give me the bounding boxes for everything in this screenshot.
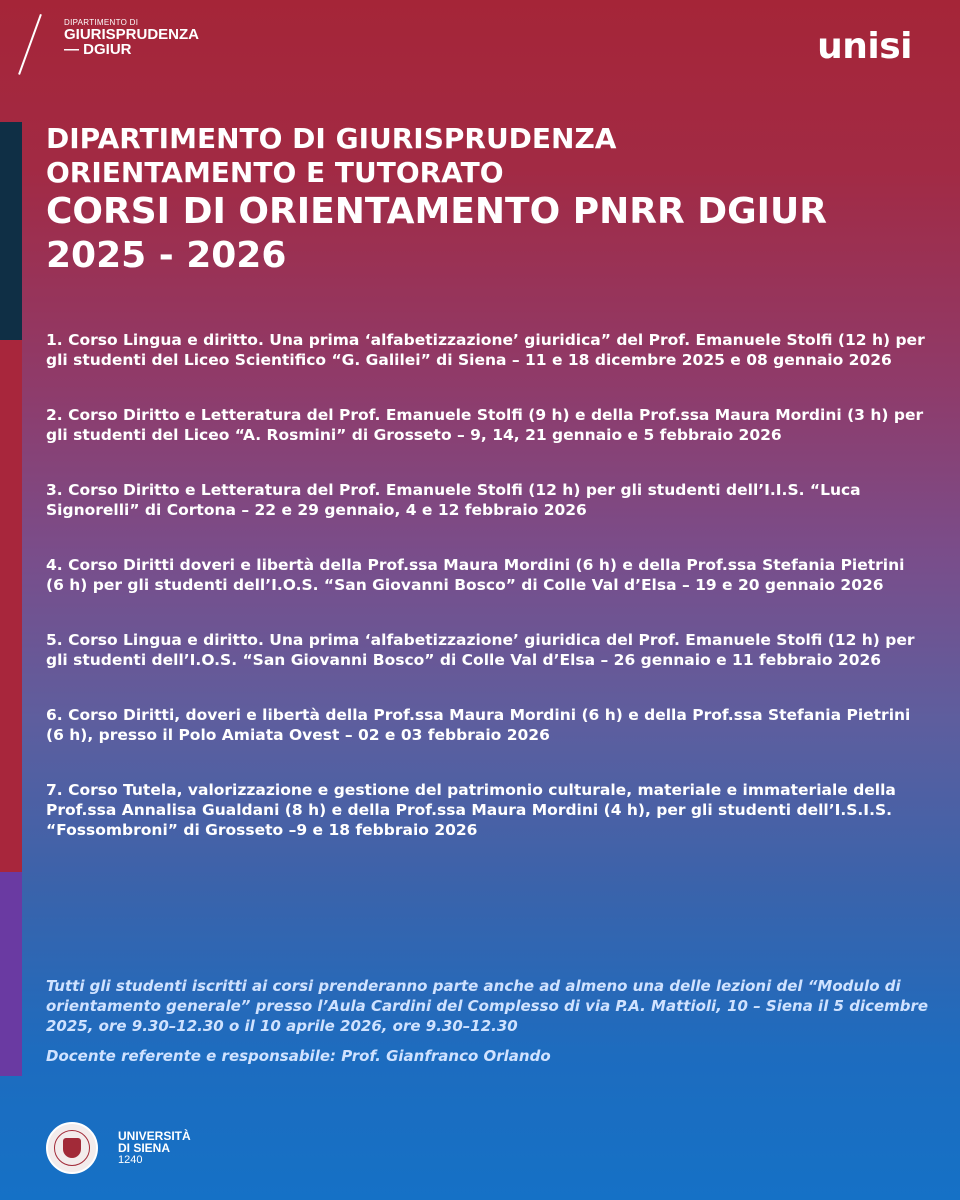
accent-bar-navy — [0, 122, 22, 340]
university-name-line1: UNIVERSITÀ — [118, 1129, 191, 1143]
course-item: 6. Corso Diritti, doveri e libertà della Prof.ssa Maura Mordini (6 h) e della Prof.ssa Stefania Pietrini (6 h), presso il Polo Amiata Ovest – 02 e 03 febbraio 2026 — [46, 706, 911, 744]
university-seal-icon — [46, 1122, 98, 1174]
university-name-line2: DI SIENA — [118, 1141, 171, 1155]
page-title-year: 2025 - 2026 — [46, 235, 287, 276]
unisi-logo: unisi — [817, 26, 912, 67]
page-title: CORSI DI ORIENTAMENTO PNRR DGIUR — [46, 191, 827, 232]
referent-line: Docente referente e responsabile: Prof. Gianfranco Orlando — [46, 1047, 551, 1065]
university-wordmark — [118, 1130, 191, 1167]
dept-logo-code: — DGIUR — [64, 41, 132, 58]
course-item: 4. Corso Diritti doveri e libertà della Prof.ssa Maura Mordini (6 h) e della Prof.ssa Stefania Pietrini (6 h) per gli studenti dell’I.O.S. “San Giovanni Bosco” di Colle Val d’Elsa – 19 e 20 gennaio 2026 — [46, 556, 905, 594]
accent-bar-red — [0, 340, 22, 872]
course-item: 2. Corso Diritto e Letteratura del Prof. Emanuele Stolfi (9 h) e della Prof.ssa Maura Mordini (3 h) per gli studenti del Liceo “A. Rosmini” di Grosseto – 9, 14, 21 gennaio e 5 febbraio 2026 — [46, 406, 924, 444]
general-module-note: Tutti gli studenti iscritti ai corsi prenderanno parte anche ad almeno una delle lezioni del “Modulo di orientamento generale” presso l’Aula Cardini del Complesso di via P.A. Mattioli, 10 – Siena il 5 dicembre 2025, ore 9.30–12.30 o il 10 aprile 2026, ore 9.30–12.30 — [46, 977, 929, 1035]
accent-bar-purple — [0, 872, 22, 1076]
dept-logo-small-text: DIPARTIMENTO DI — [64, 18, 139, 27]
header-subtitle: ORIENTAMENTO E TUTORATO — [46, 156, 504, 189]
course-item: 3. Corso Diritto e Letteratura del Prof. Emanuele Stolfi (12 h) per gli studenti dell’I.I.S. “Luca Signorelli” di Cortona – 22 e 29 gennaio, 4 e 12 febbraio 2026 — [46, 481, 861, 519]
dept-logo-name: GIURISPRUDENZA — [64, 26, 200, 43]
university-founding-year: 1240 — [118, 1154, 143, 1166]
course-item: 5. Corso Lingua e diritto. Una prima ‘alfabetizzazione’ giuridica del Prof. Emanuele Stolfi (12 h) per gli studenti dell’I.O.S. “San Giovanni Bosco” di Colle Val d’Elsa – 26 gennaio e 11 febbraio 2026 — [46, 631, 915, 669]
logo-slash-icon — [18, 14, 42, 75]
course-item: 7. Corso Tutela, valorizzazione e gestione del patrimonio culturale, materiale e immateriale della Prof.ssa Annalisa Gualdani (8 h) e della Prof.ssa Maura Mordini (4 h), per gli studenti dell’I.S.I.S. “Fossombroni” di Grosseto –9 e 18 febbraio 2026 — [46, 781, 896, 839]
course-item: 1. Corso Lingua e diritto. Una prima ‘alfabetizzazione’ giuridica” del Prof. Emanuele Stolfi (12 h) per gli studenti del Liceo Scientifico “G. Galilei” di Siena – 11 e 18 dicembre 2025 e 08 gennaio 2026 — [46, 331, 925, 369]
page-header — [46, 122, 936, 278]
course-list — [46, 330, 926, 875]
header-department: DIPARTIMENTO DI GIURISPRUDENZA — [46, 122, 617, 155]
